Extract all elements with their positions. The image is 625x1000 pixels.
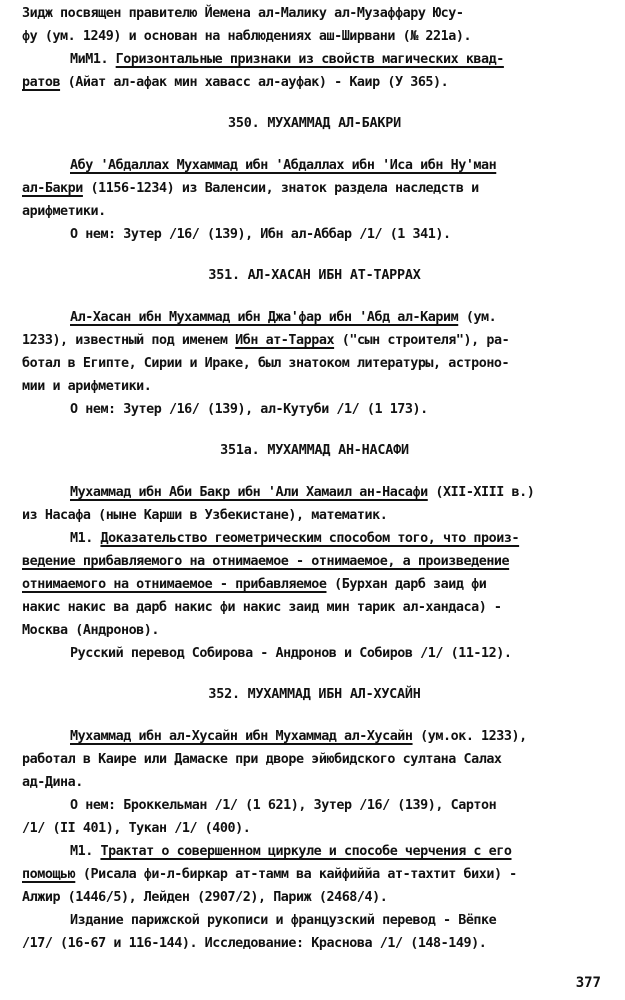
text-line [22, 527, 607, 550]
text-line [22, 177, 607, 200]
text-line [22, 306, 607, 329]
work-title: Горизонтальные признаки из свойств магических квад- [115, 52, 504, 67]
text-line: мии и арифметики. [22, 379, 152, 394]
text-line [22, 550, 607, 573]
work-details: (Бурхан дарб заид фи [326, 577, 487, 592]
text-line: /17/ (16-67 и 116-144). Исследование: Краснова /1/ (148-149). [22, 936, 487, 951]
text-line: Москва (Андронов). [22, 623, 160, 638]
text-line [22, 863, 607, 886]
text-line: Издание парижской рукописи и французский перевод - Вёпке [70, 913, 497, 928]
author-name: Абу 'Абдаллах Мухаммад ибн 'Абдаллах ибн 'Иса ибн Ну'ман [70, 158, 497, 173]
section-heading: 350. МУХАММАД АЛ-БАКРИ [228, 116, 401, 131]
text-line: накис накис ва дарб накис фи накис заид мин тарик ал-хандаса) - [22, 600, 502, 615]
author-bio: 1233), известный под именем [22, 333, 236, 348]
text-line [22, 154, 607, 177]
text-line: Алжир (1446/5), Лейден (2907/2), Париж (2468/4). [22, 890, 388, 905]
references-line: О нем: Зутер /16/ (139), ал-Кутуби /1/ (1 173). [70, 402, 428, 417]
text-line: ад-Дина. [22, 775, 83, 790]
text-line: Русский перевод Собирова - Андронов и Собиров /1/ (11-12). [70, 646, 512, 661]
page-number: 377 [575, 975, 601, 991]
author-name: ал-Бакри [22, 181, 83, 196]
author-bio: (ум.ок. 1233), [412, 729, 527, 744]
references-line: /1/ (II 401), Тукан /1/ (400). [22, 821, 251, 836]
work-title: ратов [22, 75, 61, 90]
author-name: Мухаммад ибн ал-Хусайн ибн Мухаммад ал-Хусайн [70, 729, 413, 744]
work-title: отнимаемого на отнимаемое - прибавляемое [22, 577, 327, 592]
work-number: М1. [70, 844, 101, 859]
work-title: ведение прибавляемого на отнимаемое - отнимаемое, а произведение [22, 554, 510, 569]
text-line: фу (ум. 1249) и основан на наблюдениях аш-Ширвани (№ 221а). [22, 29, 472, 44]
work-title: Доказательство геометрическим способом того, что произ- [100, 531, 520, 546]
text-line [22, 481, 607, 504]
author-bio: (XII-XIII в.) [427, 485, 535, 500]
text-line [22, 573, 607, 596]
references-line: О нем: Зутер /16/ (139), Ибн ал-Аббар /1/ (1 341). [70, 227, 451, 242]
text-line [22, 840, 607, 863]
work-details: (Айат ал-афак мин хавасс ал-ауфак) - Каир (У 365). [60, 75, 449, 90]
work-number: М1. [70, 531, 101, 546]
text-line: из Насафа (ныне Карши в Узбекистане), математик. [22, 508, 388, 523]
work-details: (Рисала фи-л-биркар ат-тамм ва кайфиййа ат-тахтит бихи) - [75, 867, 517, 882]
work-title: Трактат о совершенном циркуле и способе черчения с его [100, 844, 512, 859]
references-line: О нем: Броккельман /1/ (1 621), Зутер /16/ (139), Сартон [70, 798, 497, 813]
author-nickname: Ибн ат-Таррах [235, 333, 335, 348]
section-heading: 351а. МУХАММАД АН-НАСАФИ [220, 443, 409, 458]
text-line: арифметики. [22, 204, 106, 219]
author-bio: ("сын строителя"), ра- [334, 333, 510, 348]
text-line [22, 725, 607, 748]
author-bio: (ум. [458, 310, 497, 325]
work-number: МиМ1. [70, 52, 116, 67]
text-line: работал в Каире или Дамаске при дворе эйюбидского султана Салах [22, 752, 502, 767]
text-line: Зидж посвящен правителю Йемена ал-Малику ал-Музаффару Юсу- [22, 6, 464, 21]
text-line: ботал в Египте, Сирии и Ираке, был знатоком литературы, астроно- [22, 356, 510, 371]
text-line [22, 71, 607, 94]
section-heading: 351. АЛ-ХАСАН ИБН АТ-ТАРРАХ [208, 268, 421, 283]
work-title: помощью [22, 867, 76, 882]
section-heading: 352. МУХАММАД ИБН АЛ-ХУСАЙН [208, 687, 421, 702]
text-line [22, 48, 607, 71]
text-line [22, 329, 607, 352]
author-name: Ал-Хасан ибн Мухаммад ибн Джа'фар ибн 'Абд ал-Карим [70, 310, 459, 325]
author-bio: (1156-1234) из Валенсии, знаток раздела наследств и [82, 181, 479, 196]
author-name: Мухаммад ибн Аби Бакр ибн 'Али Хамаил ан-Насафи [70, 485, 428, 500]
